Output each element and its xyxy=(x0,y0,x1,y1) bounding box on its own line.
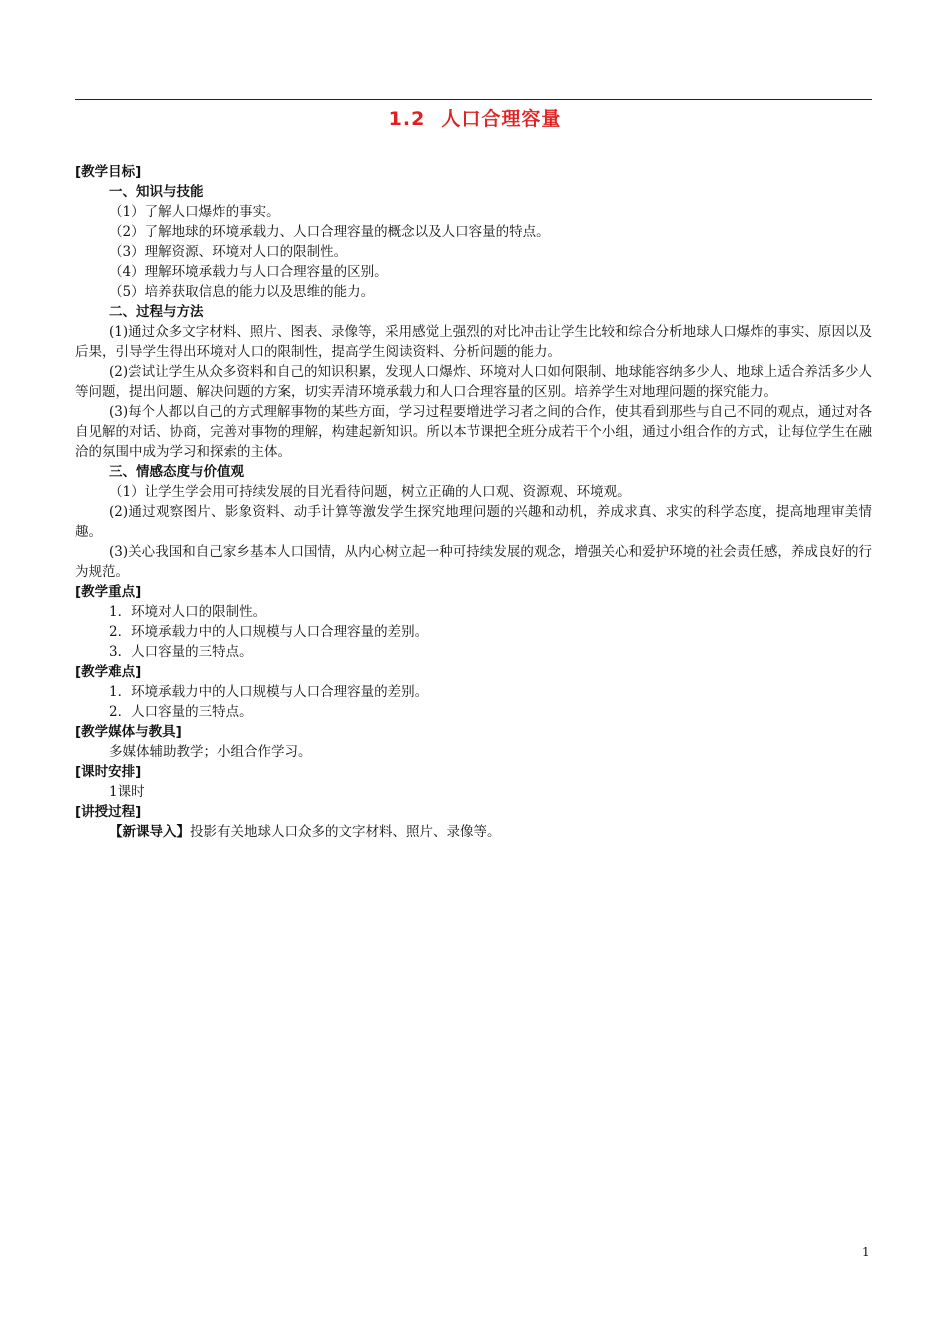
section-label-media: [教学媒体与教具] xyxy=(75,724,182,740)
process-text: 投影有关地球人口众多的文字材料、照片、录像等。 xyxy=(190,824,501,840)
section-label-difficulties: [教学难点] xyxy=(75,664,142,680)
paragraph: （1）让学生学会用可持续发展的目光看待问题，树立正确的人口观、资源观、环境观。 xyxy=(109,484,631,500)
page-title xyxy=(0,104,950,131)
document-body xyxy=(75,162,872,842)
subsection-heading: 一、知识与技能 xyxy=(109,184,204,200)
paragraph: (2)通过观察图片、影象资料、动手计算等激发学生探究地理问题的兴趣和动机，养成求真、求实的科学态度，提高地理审美情趣。 xyxy=(75,504,872,540)
section-label-goals: [教学目标] xyxy=(75,164,142,180)
subsection-heading: 二、过程与方法 xyxy=(109,304,204,320)
paragraph: (3)关心我国和自己家乡基本人口国情，从内心树立起一种可持续发展的观念，增强关心和爱护环境的社会责任感，养成良好的行为规范。 xyxy=(75,544,872,580)
process-intro xyxy=(75,822,872,842)
page-number: 1 xyxy=(862,1245,870,1259)
schedule-text: 1课时 xyxy=(109,784,145,800)
list-item: （2）了解地球的环境承载力、人口合理容量的概念以及人口容量的特点。 xyxy=(109,224,550,240)
paragraph: (1)通过众多文字材料、照片、图表、录像等，采用感觉上强烈的对比冲击让学生比较和综合分析地球人口爆炸的事实、原因以及后果，引导学生得出环境对人口的限制性，提高学生阅读资料、分析问题的能力。 xyxy=(75,324,872,360)
list-item: （3）理解资源、环境对人口的限制性。 xyxy=(109,244,348,260)
section-number: 1.2 xyxy=(388,108,426,130)
list-item: 1．环境对人口的限制性。 xyxy=(109,604,267,620)
section-label-process: [讲授过程] xyxy=(75,804,142,820)
subsection-heading: 三、情感态度与价值观 xyxy=(109,464,244,480)
list-item: （4）理解环境承载力与人口合理容量的区别。 xyxy=(109,264,388,280)
process-lead: 【新课导入】 xyxy=(109,824,190,840)
list-item: （5）培养获取信息的能力以及思维的能力。 xyxy=(109,284,375,300)
media-text: 多媒体辅助教学；小组合作学习。 xyxy=(109,744,312,760)
paragraph: (3)每个人都以自己的方式理解事物的某些方面，学习过程要增进学习者之间的合作，使其看到那些与自己不同的观点，通过对各自见解的对话、协商，完善对事物的理解，构建起新知识。所以本节课把全班分成若干个小组，通过小组合作的方式，让每位学生在融洽的氛围中成为学习和探索的主体。 xyxy=(75,404,872,460)
list-item: 1．环境承载力中的人口规模与人口合理容量的差别。 xyxy=(109,684,429,700)
section-label-schedule: [课时安排] xyxy=(75,764,142,780)
list-item: 2．人口容量的三特点。 xyxy=(109,704,253,720)
title-text: 人口合理容量 xyxy=(441,108,562,130)
list-item: 2．环境承载力中的人口规模与人口合理容量的差别。 xyxy=(109,624,429,640)
paragraph: (2)尝试让学生从众多资料和自己的知识积累，发现人口爆炸、环境对人口如何限制、地球能容纳多少人、地球上适合养活多少人等问题，提出问题、解决问题的方案，切实弄清环境承载力和人口合理容量的区别。培养学生对地理问题的探究能力。 xyxy=(75,364,872,400)
list-item: （1）了解人口爆炸的事实。 xyxy=(109,204,280,220)
list-item: 3．人口容量的三特点。 xyxy=(109,644,253,660)
header-rule xyxy=(75,99,872,100)
section-label-key-points: [教学重点] xyxy=(75,584,142,600)
